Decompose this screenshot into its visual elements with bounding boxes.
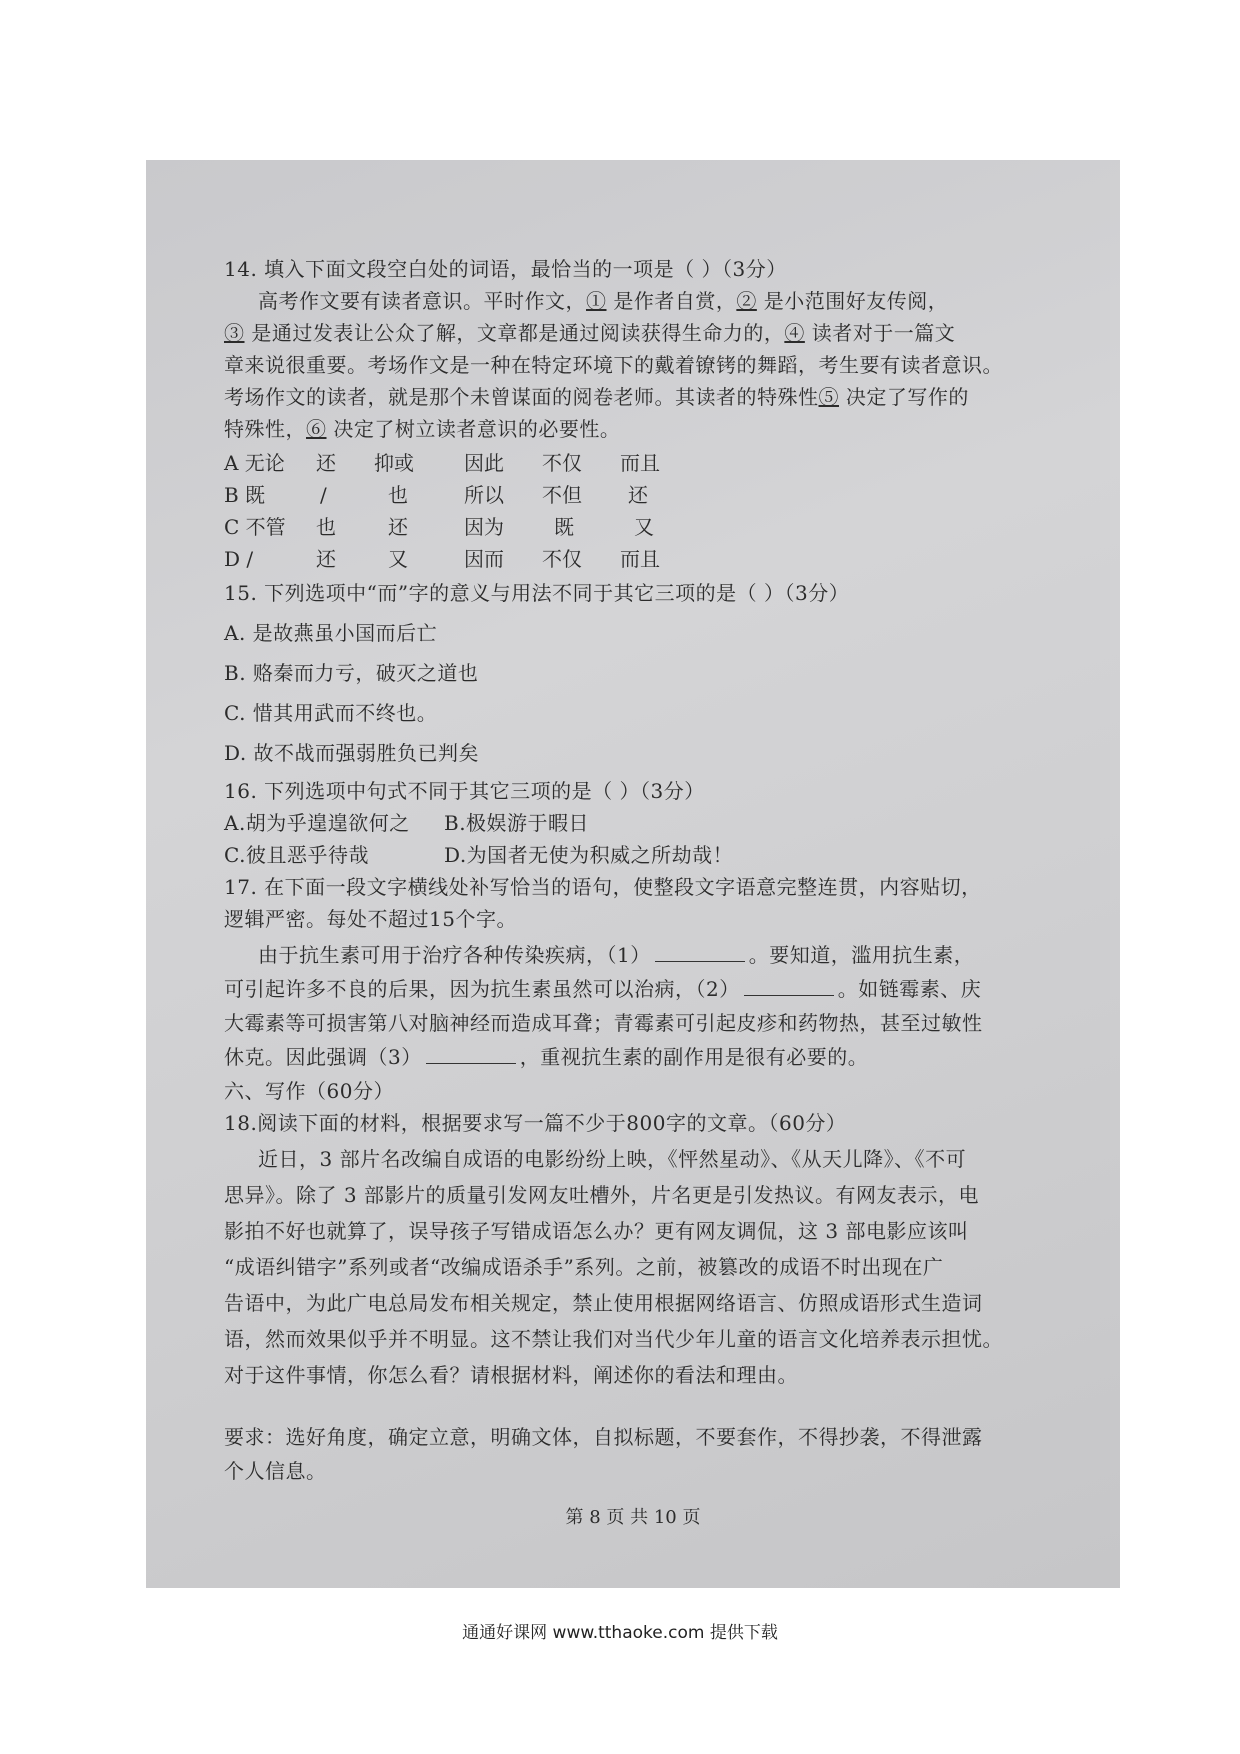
q14-passage-line-2: ③ 是通过发表让公众了解，文章都是通过阅读获得生命力的，④ 读者对于一篇文 [224, 321, 956, 345]
q17-passage-line-3: 大霉素等可损害第八对脑神经而造成耳聋；青霉素可引起皮疹和药物热，甚至过敏性 [224, 1011, 983, 1035]
q14-passage-line-1: 高考作文要有读者意识。平时作文，① 是作者自赏，② 是小范围好友传阅， [258, 289, 949, 313]
q16-option-c: C.彼且恶乎待哉 [224, 843, 369, 867]
q15-option-a: A. 是故燕虽小国而后亡 [224, 621, 438, 645]
q16-stem: 16. 下列选项中句式不同于其它三项的是（ ）（3分） [224, 779, 705, 803]
page-number: 第 8 页 共 10 页 [565, 1507, 701, 1528]
q18-material-line-7: 对于这件事情，你怎么看？请根据材料，阐述你的看法和理由。 [224, 1363, 798, 1387]
q14-stem: 14. 填入下面文段空白处的词语，最恰当的一项是（ ）（3分） [224, 257, 787, 281]
scanned-page-photo [146, 160, 1120, 1588]
q14-passage-line-3: 章来说很重要。考场作文是一种在特定环境下的戴着镣铐的舞蹈，考生要有读者意识。 [224, 353, 1003, 377]
q14-option-d: D / 还 又 因而 不仅 而且 [224, 547, 660, 571]
q16-option-b: B.极娱游于暇日 [444, 811, 590, 835]
answer-blank-2[interactable] [744, 977, 834, 996]
section-six-heading: 六、写作（60分） [224, 1079, 394, 1103]
q17-passage-line-2: 可引起许多不良的后果，因为抗生素虽然可以治病，（2） 。如链霉素、庆 [224, 977, 982, 1001]
answer-blank-3[interactable] [426, 1045, 516, 1064]
q17-stem-line-1: 17. 在下面一段文字横线处补写恰当的语句，使整段文字语意完整连贯，内容贴切， [224, 875, 982, 899]
download-source-footer: 通通好课网 www.tthaoke.com 提供下载 [462, 1623, 778, 1643]
q15-option-d: D. 故不战而强弱胜负已判矣 [224, 741, 480, 765]
q14-passage-line-5: 特殊性，⑥ 决定了树立读者意识的必要性。 [224, 417, 621, 441]
q18-stem: 18.阅读下面的材料，根据要求写一篇不少于800字的文章。（60分） [224, 1111, 847, 1135]
q18-requirements-line-2: 个人信息。 [224, 1459, 327, 1483]
q15-option-c: C. 惜其用武而不终也。 [224, 701, 438, 725]
q17-passage-line-1: 由于抗生素可用于治疗各种传染疾病，（1） 。要知道，滥用抗生素， [258, 943, 975, 967]
q16-option-a: A.胡为乎遑遑欲何之 [224, 811, 410, 835]
q15-option-b: B. 赂秦而力亏，破灭之道也 [224, 661, 479, 685]
q18-material-line-1: 近日，3 部片名改编自成语的电影纷纷上映，《怦然星动》、《从天儿降》、《不可 [258, 1147, 967, 1171]
q16-option-d: D.为国者无使为积威之所劫哉！ [444, 843, 734, 867]
q17-stem-line-2: 逻辑严密。每处不超过15个字。 [224, 907, 517, 931]
answer-blank-1[interactable] [655, 943, 745, 962]
q14-passage-line-4: 考场作文的读者，就是那个未曾谋面的阅卷老师。其读者的特殊性⑤ 决定了写作的 [224, 385, 969, 409]
q18-material-line-6: 语，然而效果似乎并不明显。这不禁让我们对当代少年儿童的语言文化培养表示担忧。 [224, 1327, 1003, 1351]
q15-stem: 15. 下列选项中“而”字的意义与用法不同于其它三项的是（ ）（3分） [224, 581, 850, 605]
q18-material-line-4: “成语纠错字”系列或者“改编成语杀手”系列。之前，被篡改的成语不时出现在广 [224, 1255, 944, 1279]
q14-option-b: B 既 / 也 所以 不但 还 [224, 483, 648, 507]
q18-material-line-5: 告语中，为此广电总局发布相关规定，禁止使用根据网络语言、仿照成语形式生造词 [224, 1291, 983, 1315]
q14-option-a: A 无论 还 抑或 因此 不仅 而且 [224, 451, 660, 475]
q17-passage-line-4: 休克。因此强调（3） ，重视抗生素的副作用是很有必要的。 [224, 1045, 869, 1069]
q14-option-c: C 不管 也 还 因为 既 又 [224, 515, 654, 539]
q18-material-line-3: 影拍不好也就算了，误导孩子写错成语怎么办？更有网友调侃，这 3 部电影应该叫 [224, 1219, 969, 1243]
q18-requirements-line-1: 要求：选好角度，确定立意，明确文体，自拟标题，不要套作，不得抄袭，不得泄露 [224, 1425, 983, 1449]
q18-material-line-2: 思异》。除了 3 部影片的质量引发网友吐槽外，片名更是引发热议。有网友表示，电 [224, 1183, 979, 1207]
